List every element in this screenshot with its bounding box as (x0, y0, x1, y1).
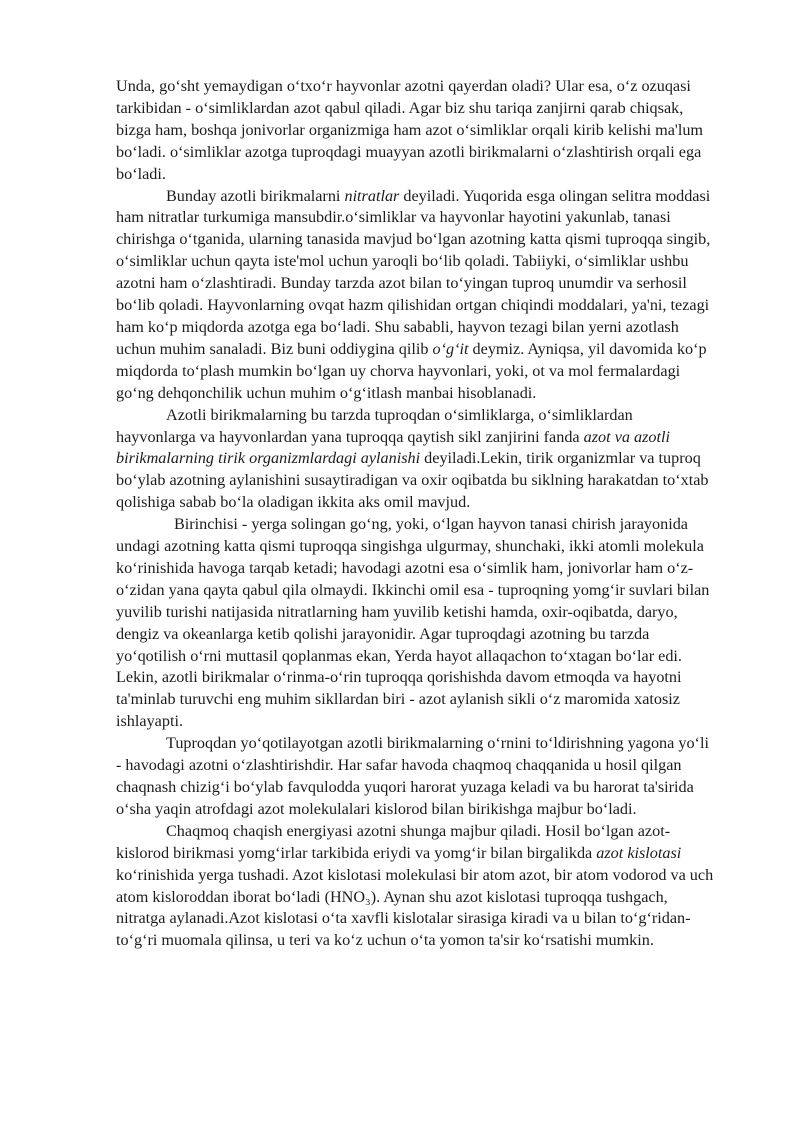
paragraph-text: Azotli birikmalarning bu tarzda tuproqdan o‘simliklarga, o‘simliklardan hayvonlarga va hayvonlardan yana tuproqqa qaytish sikl zanjirini fanda (116, 405, 633, 446)
paragraph-5 (116, 733, 716, 821)
term-ogit: o‘g‘it (432, 339, 469, 358)
paragraph-text: Chaqmoq chaqish energiyasi azotni shunga majbur qiladi. Hosil bo‘lgan azot-kislorod birikmasi yomg‘irlar tarkibida eriydi va yomg‘ir bilan birgalikda (116, 821, 671, 862)
term-azot-kislotasi: azot kislotasi (596, 843, 682, 862)
term-nitratlar: nitratlar (344, 186, 400, 205)
paragraph-text: deyiladi.Lekin, tirik organizmlar va tuproq bo‘ylab azotning aylanishini susaytiradigan va oxir oqibatda bu siklning harakatdan to‘xtab qolishiga sabab bo‘la oladigan ikkita aks omil mavjud. (116, 449, 709, 512)
paragraph-2 (116, 186, 716, 405)
paragraph-text: Tuproqdan yo‘qotilayotgan azotli birikmalarning o‘rnini to‘ldirishning yagona yo‘li - havodagi azotni o‘zlashtirishdir. Har safar havoda chaqmoq chaqqanida u hosil qilgan chaqnash chizig‘i bo‘ylab favqulodda yuqori harorat yuzaga keladi va bu harorat ta'sirida o‘sha yaqin atrofdagi azot molekulalari kislorod bilan birikishga majbur bo‘ladi. (116, 734, 709, 818)
paragraph-text: deymiz. Ayniqsa, yil davomida ko‘p miqdorda to‘plash mumkin bo‘lgan uy chorva hayvonlari, yoki, ot va mol fermalardagi go‘ng dehqonchilik uchun muhim o‘g‘itlash manbai hisoblanadi. (116, 339, 707, 402)
paragraph-text: Birinchisi - yerga solingan go‘ng, yoki, o‘lgan hayvon tanasi chirish jarayonida undagi azotning katta qismi tuproqqa singishga ulgurmay, shunchaki, ikki atomli molekula ko‘rinishida havoga tarqab ketadi; havodagi azotni esa o‘simlik ham, jonivorlar ham o‘z-o‘zidan yana qayta qabul qila olmaydi. Ikkinchi omil esa - tuproqning yomg‘ir suvlari bilan yuvilib turishi natijasida nitratlarning ham yuvilib ketishi hamda, oxir-oqibatda, daryo, dengiz va okeanlarga ketib qolishi jarayonidir. Agar tuproqdagi azotning bu tarzda yo‘qotilish o‘rni muttasil qoplanmas ekan, Yerda hayot allaqachon to‘xtagan bo‘lar edi. Lekin, azotli birikmalar o‘rinma-o‘rin tuproqqa qorishishda davom etmoqda va hayotni ta'minlab turuvchi eng muhim sikllardan biri - azot aylanish sikli o‘z maromida xatosiz ishlayapti. (116, 515, 710, 731)
paragraph-text: ko‘rinishida yerga tushadi. Azot kislotasi molekulasi bir atom azot, bir atom vodorod va uch atom kisloroddan iborat bo‘ladi (HNO₃). Aynan shu azot kislotasi tuproqqa tushgach, nitratga aylanadi.Azot kislotasi o‘ta xavfli kislotalar sirasiga kiradi va u bilan to‘g‘ridan-to‘g‘ri muomala qilinsa, u teri va ko‘z uchun o‘ta yomon ta'sir ko‘rsatishi mumkin. (116, 865, 714, 950)
term-azot-aylanishi: azot va azotli birikmalarning tirik organizmlardagi aylanishi (116, 427, 670, 468)
paragraph-4 (116, 514, 716, 733)
paragraph-text: deyiladi. Yuqorida esga olingan selitra moddasi ham nitratlar turkumiga mansubdir.o‘simliklar va hayvonlar hayotini yakunlab, tanasi chirishga o‘tganida, ularning tanasida mavjud bo‘lgan azotning katta qismi tuproqqa singib, o‘simliklar uchun qayta iste'mol uchun yaroqli bo‘lib qoladi. Tabiiyki, o‘simliklar ushbu azotni ham o‘zlashtiradi. Bunday tarzda azot bilan to‘yingan tuproq unumdir va serhosil bo‘lib qoladi. Hayvonlarning ovqat hazm qilishidan ortgan chiqindi moddalari, ya'ni, tezagi ham ko‘p miqdorda azotga ega bo‘ladi. Shu sababli, hayvon tezagi bilan yerni azotlash uchun muhim sanaladi. Biz buni oddiygina qilib (116, 186, 711, 358)
paragraph-text: Bunday azotli birikmalarni (166, 186, 345, 205)
paragraph-1 (116, 76, 716, 186)
paragraph-text: Unda, go‘sht yemaydigan o‘txo‘r hayvonlar azotni qayerdan oladi? Ular esa, o‘z ozuqasi tarkibidan - o‘simliklardan azot qabul qiladi. Agar biz shu tariqa zanjirni qarab chiqsak, bizga ham, boshqa jonivorlar organizmiga ham azot o‘simliklar orqali kirib kelishi ma'lum bo‘ladi. o‘simliklar azotga tuproqdagi muayyan azotli birikmalarni o‘zlashtirish orqali ega bo‘ladi. (116, 77, 704, 183)
paragraph-3 (116, 405, 716, 515)
document-page (116, 76, 716, 952)
paragraph-6 (116, 821, 716, 952)
